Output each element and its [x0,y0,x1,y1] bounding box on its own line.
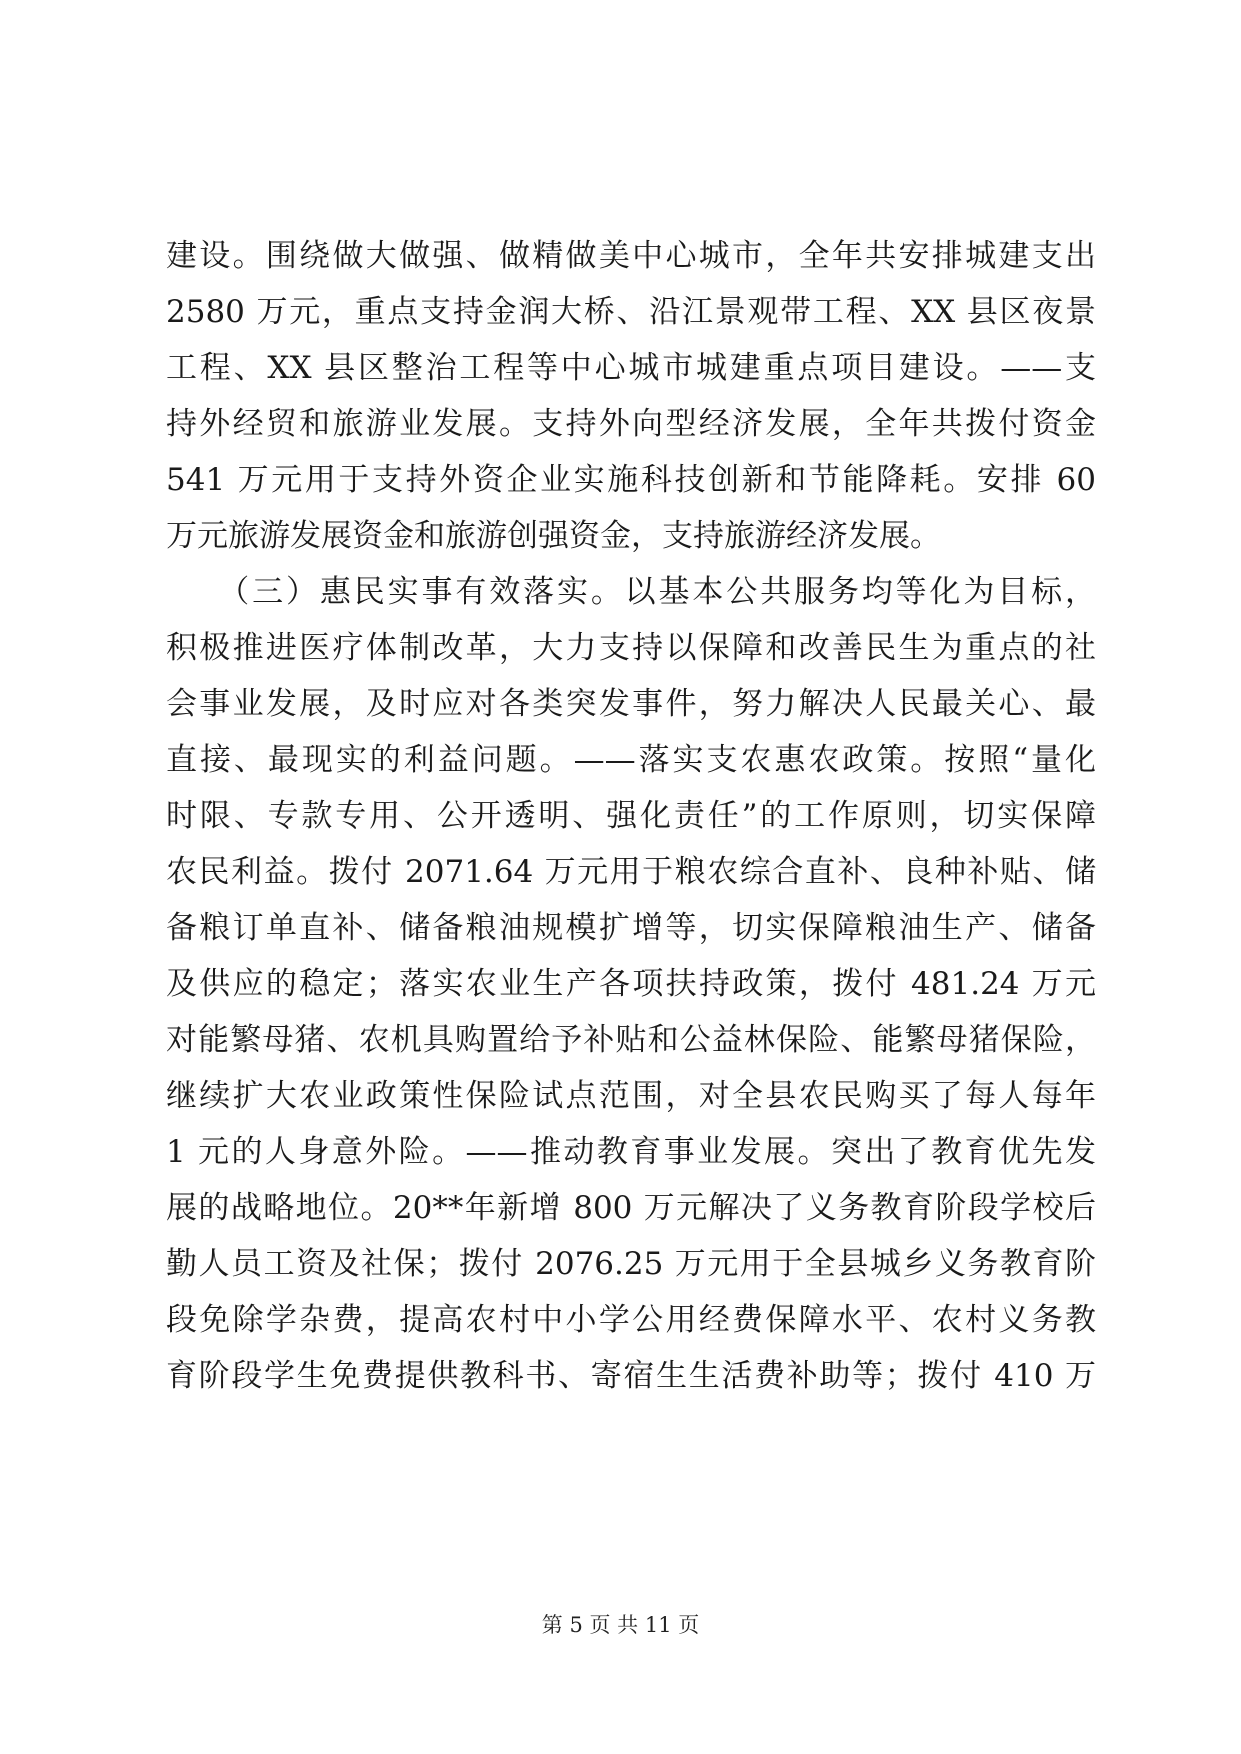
body-text-line: 直接、最现实的利益问题。——落实支农惠农政策。按照“量化 [166,742,1096,778]
page-footer: 第 5 页 共 11 页 [541,1613,700,1637]
body-text-line: 2580 万元，重点支持金润大桥、沿江景观带工程、XX 县区夜景 [166,294,1096,330]
body-text-line: 建设。围绕做大做强、做精做美中心城市，全年共安排城建支出 [166,238,1096,274]
body-text-line: 会事业发展，及时应对各类突发事件，努力解决人民最关心、最 [166,686,1096,722]
body-text-line: 及供应的稳定；落实农业生产各项扶持政策，拨付 481.24 万元 [166,966,1096,1002]
body-text-line: 万元旅游发展资金和旅游创强资金，支持旅游经济发展。 [166,518,941,554]
body-text-line: （三）惠民实事有效落实。以基本公共服务均等化为目标， [166,574,1096,610]
body-text-line: 工程、XX 县区整治工程等中心城市城建重点项目建设。——支 [166,350,1096,386]
body-text-line: 541 万元用于支持外资企业实施科技创新和节能降耗。安排 60 [166,462,1096,498]
body-text-line: 继续扩大农业政策性保险试点范围，对全县农民购买了每人每年 [166,1078,1096,1114]
body-text-line: 对能繁母猪、农机具购置给予补贴和公益林保险、能繁母猪保险， [166,1022,1096,1058]
body-text-line: 备粮订单直补、储备粮油规模扩增等，切实保障粮油生产、储备 [166,910,1096,946]
body-text-line: 育阶段学生免费提供教科书、寄宿生生活费补助等；拨付 410 万 [166,1358,1096,1394]
body-text-line: 勤人员工资及社保；拨付 2076.25 万元用于全县城乡义务教育阶 [166,1246,1096,1282]
body-text-line: 时限、专款专用、公开透明、强化责任”的工作原则，切实保障 [166,798,1096,834]
body-text-line: 持外经贸和旅游业发展。支持外向型经济发展，全年共拨付资金 [166,406,1096,442]
body-text-line: 1 元的人身意外险。——推动教育事业发展。突出了教育优先发 [166,1134,1096,1170]
body-text-line: 展的战略地位。20**年新增 800 万元解决了义务教育阶段学校后 [166,1190,1096,1226]
body-text-line: 积极推进医疗体制改革，大力支持以保障和改善民生为重点的社 [166,630,1096,666]
body-text-line: 农民利益。拨付 2071.64 万元用于粮农综合直补、良种补贴、储 [166,854,1096,890]
body-text-line: 段免除学杂费，提高农村中小学公用经费保障水平、农村义务教 [166,1302,1096,1338]
